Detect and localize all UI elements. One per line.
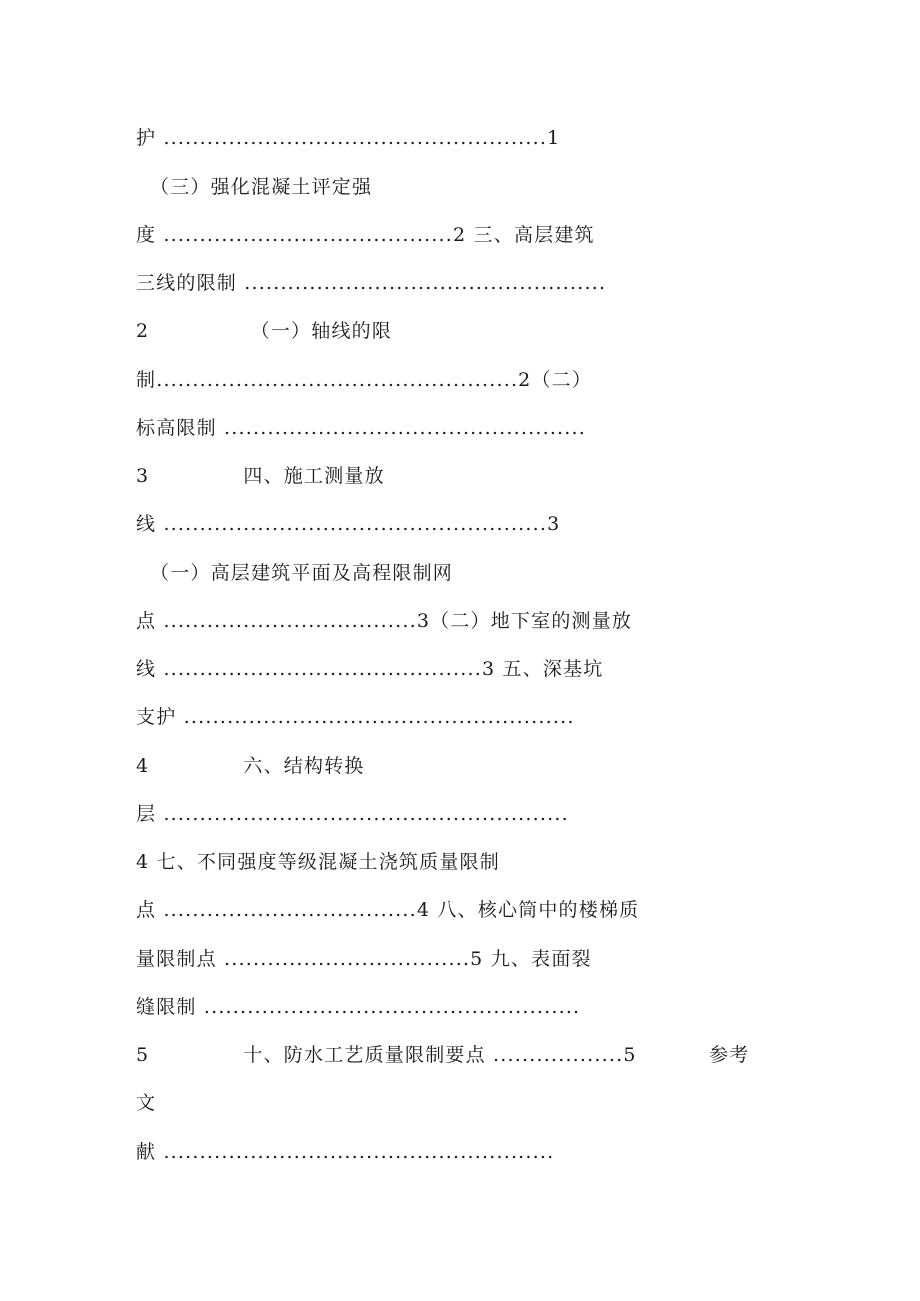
toc-line: 量限制点 ..................................5 九、表面裂 bbox=[136, 948, 592, 970]
toc-line: 三线的限制 .................................................. bbox=[136, 272, 607, 294]
toc-line: （三）强化混凝土评定强 bbox=[150, 176, 373, 198]
toc-line: 3 四、施工测量放 bbox=[136, 465, 385, 487]
toc-line: 4 七、不同强度等级混凝土浇筑质量限制 bbox=[136, 851, 500, 873]
toc-line: 点 ...................................4 八、核心筒中的楼梯质 bbox=[136, 899, 640, 921]
toc-line: 度 ........................................2 三、高层建筑 bbox=[136, 224, 595, 246]
toc-line: 线 ............................................3 五、深基坑 bbox=[136, 658, 604, 680]
toc-line: 制..................................................2（二） bbox=[136, 369, 593, 391]
toc-line: 线 .....................................................3 bbox=[136, 513, 561, 535]
toc-line: 文 bbox=[136, 1092, 157, 1114]
toc-line: 缝限制 .................................................... bbox=[136, 996, 581, 1018]
toc-line: 4 六、结构转换 bbox=[136, 755, 365, 777]
toc-line: 护 .....................................................1 bbox=[136, 127, 561, 149]
toc-line: 标高限制 .................................................. bbox=[136, 417, 587, 439]
toc-line: 献 ...................................................... bbox=[136, 1141, 555, 1163]
toc-line: 点 ...................................3（二）地下室的测量放 bbox=[136, 610, 633, 632]
toc-line: 层 ........................................................ bbox=[136, 803, 569, 825]
toc-line: 2 （一）轴线的限 bbox=[136, 320, 393, 342]
toc-line: 5 十、防水工艺质量限制要点 ..................5 参考 bbox=[136, 1044, 750, 1066]
toc-line: 支护 ...................................................... bbox=[136, 706, 575, 728]
toc-line: （一）高层建筑平面及高程限制网 bbox=[150, 562, 454, 584]
